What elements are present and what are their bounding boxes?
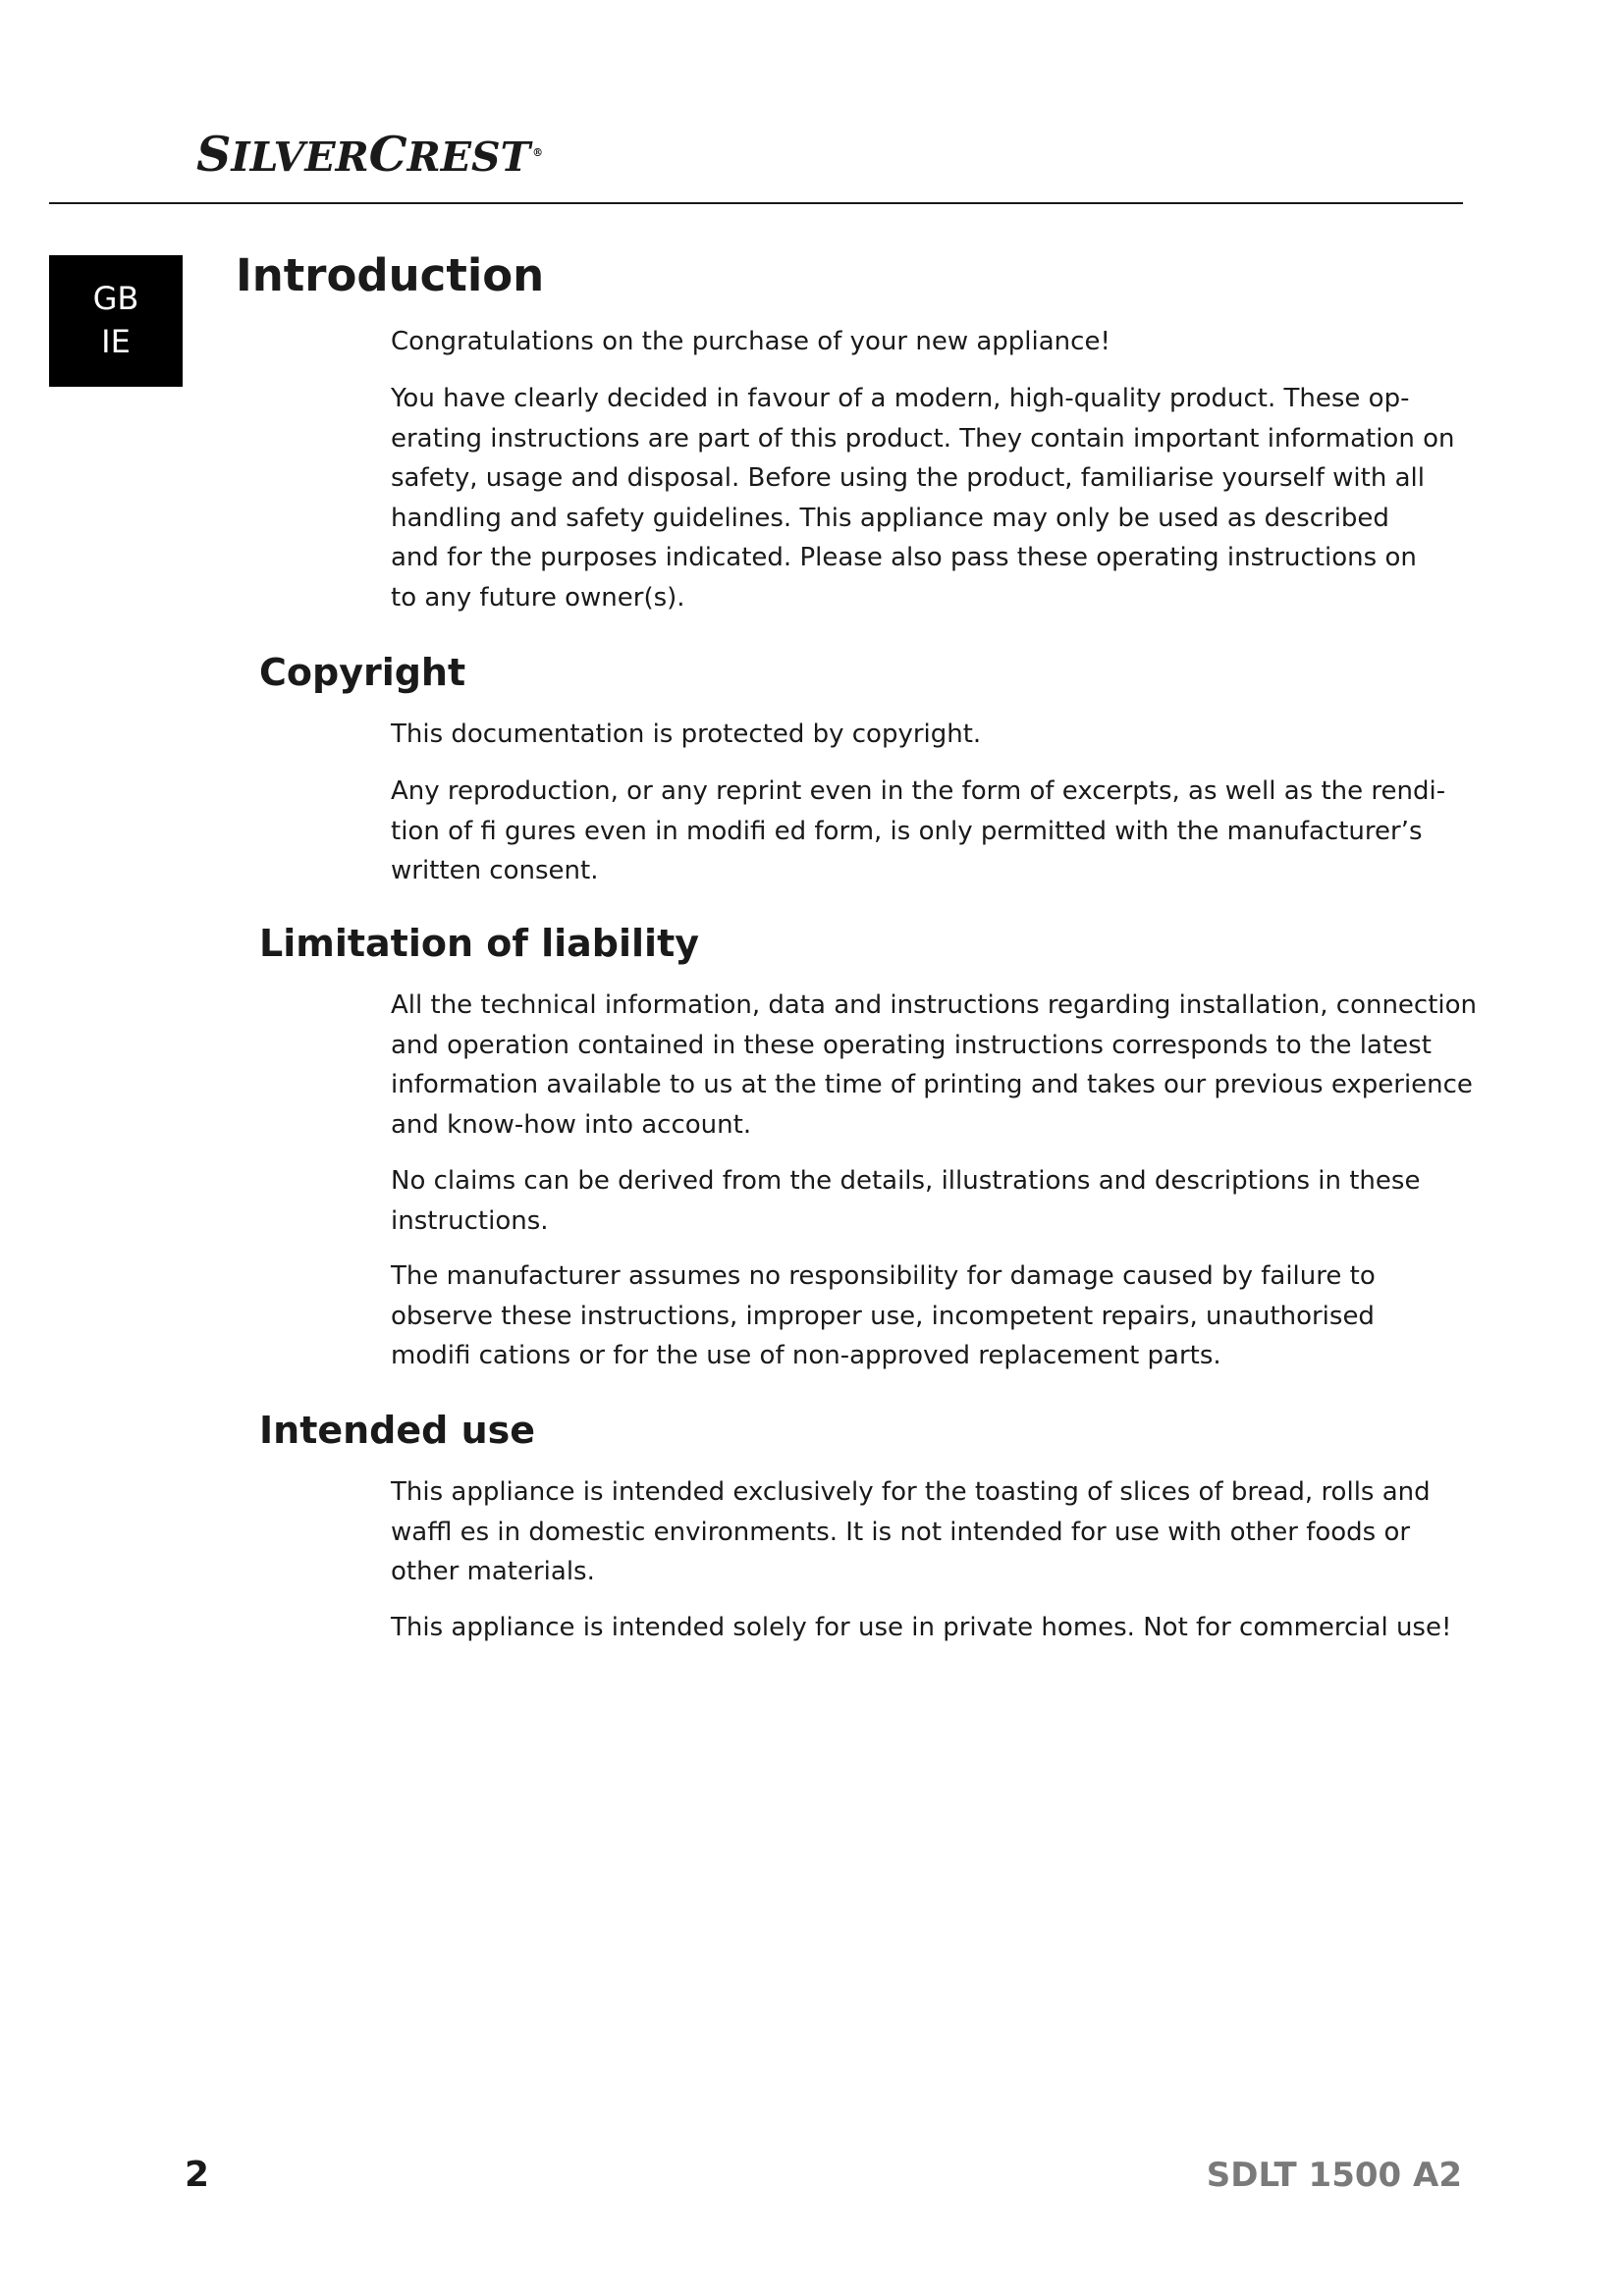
introduction-paragraph-2: You have clearly decided in favour of a modern, high-quality product. These op- erating instructions are part of this product. They contain important information on safety, usage and disposal. Before using the product, familiarise yourself with all handling and safety guidelines. This appliance may only be used as described and for the purposes indicated. Please also pass these operating instructions on to any future owner(s). — [391, 384, 1455, 613]
copyright-heading: Copyright — [259, 651, 466, 694]
header-rule — [49, 202, 1463, 204]
intended-use-paragraph-2: This appliance is intended solely for use in private homes. Not for commercial use! — [391, 1613, 1452, 1642]
liability-heading: Limitation of liability — [259, 922, 700, 965]
liability-paragraph-2: No claims can be derived from the details, illustrations and descriptions in these instructions. — [391, 1166, 1421, 1236]
liability-paragraph-1: All the technical information, data and instructions regarding installation, connection and operation contained in these operating instructions corresponds to the latest information available to us at the time of printing and takes our previous experience and know-how into account. — [391, 990, 1478, 1140]
liability-paragraph-3: The manufacturer assumes no responsibility for damage caused by failure to observe these instructions, improper use, incompetent repairs, unauthorised modifi cations or for the use of non-approved replacement parts. — [391, 1261, 1376, 1370]
intended-use-paragraph-1: This appliance is intended exclusively for the toasting of slices of bread, rolls and waffl es in domestic environments. It is not intended for use with other foods or other materials. — [391, 1477, 1431, 1586]
language-code-ie: IE — [101, 323, 131, 360]
introduction-heading: Introduction — [236, 249, 545, 301]
language-code-gb: GB — [92, 280, 139, 317]
page-number: 2 — [185, 2155, 210, 2195]
model-number: SDLT 1500 A2 — [1206, 2156, 1462, 2195]
copyright-paragraph-1: This documentation is protected by copyright. — [391, 720, 982, 749]
copyright-paragraph-2: Any reproduction, or any reprint even in the form of excerpts, as well as the rendi- tion of fi gures even in modifi ed form, is only permitted with the manufacturer’s written consent. — [391, 776, 1446, 885]
introduction-paragraph-1: Congratulations on the purchase of your new appliance! — [391, 327, 1110, 356]
silvercrest-logo: SILVERCREST ® — [196, 126, 544, 183]
language-tab — [49, 255, 183, 387]
intended-use-heading: Intended use — [259, 1409, 536, 1452]
